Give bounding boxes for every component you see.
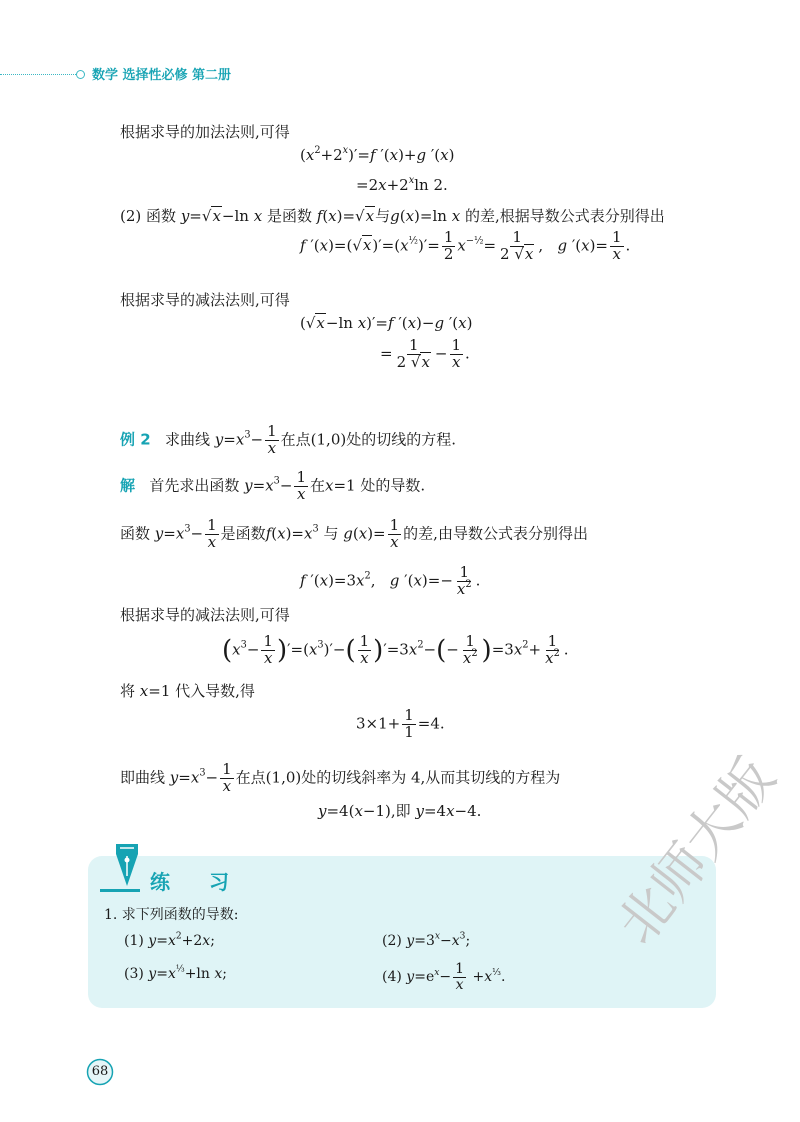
equation-sum-result: $=2x+2^x\ln$ 2. xyxy=(356,175,448,194)
equation-derivative-expansion: ($x^3-$ $\frac{1}{x}$ )$'=(x^3)'-$( $\frac{1}{x}$ )$'=3x^2-(-$ $\frac{1}{x^2}$ )$=3x^2+$ $\frac{1}{x^2}$ . xyxy=(222,632,569,667)
text-addition-rule: 根据求导的加法法则,可得 xyxy=(120,123,290,141)
text-subtraction-rule: 根据求导的减法法则,可得 xyxy=(120,291,290,309)
equation-slope-value: 3×1+ $\frac{1}{1}$ =4. xyxy=(356,706,445,741)
text-part-2-label: (2) 函数 xyxy=(120,207,177,225)
practice-question-1: 1. 求下列函数的导数: xyxy=(104,907,239,923)
text-substitute-a: 将 xyxy=(120,682,136,700)
example-2-label: 例 2 xyxy=(120,430,151,449)
text-function: 函数 xyxy=(120,524,151,543)
book-title: 数学 选择性必修 第二册 xyxy=(92,68,232,83)
text-difference-2: 的差,由导数公式表分别得出 xyxy=(403,524,588,543)
solution-text-b: 在 xyxy=(310,476,326,495)
practice-item-4: (4) $y=e^x-$ $\frac{1}{x}$ $+x^{\frac{1}{3}}$. xyxy=(382,961,506,993)
solution-intro: 解 首先求出函数 $y=x^3-$ $\frac{1}{x}$ 在x=1 处的导数. xyxy=(120,468,426,503)
equation-diff-derivative: (√x−ln x)′=f ′(x)−g ′(x) xyxy=(300,314,473,332)
text-subtraction-rule-2: 根据求导的减法法则,可得 xyxy=(120,606,290,624)
solution-text-c: 处的导数. xyxy=(360,476,426,495)
pen-nib-icon xyxy=(112,842,142,888)
practice-item-3: (3) $y=x^{\frac{1}{3}}+\ln$ x; xyxy=(124,964,227,982)
header-rule xyxy=(0,74,78,75)
equation-derivatives-cubic: f $'(x)=3x^2$, g ′(x)=− $\frac{1}{x^2}$ . xyxy=(300,563,481,598)
text-decompose-function: 函数 $y=x^3-$ $\frac{1}{x}$ 是函数$f(x)=x^3$ 与 g(x)= $\frac{1}{x}$ 的差,由导数公式表分别得出 xyxy=(120,516,588,551)
solution-text-a: 首先求出函数 xyxy=(149,476,240,495)
practice-item-2-label: (2) xyxy=(382,933,402,949)
text-slope-conclusion: 即曲线 $y=x^3-$ $\frac{1}{x}$ 在点(1,0)处的切线斜率为 4,从而其切线的方程为 xyxy=(120,760,561,795)
equation-diff-result: = $\frac{1}{2 √x}$ − $\frac{1}{x}$ . xyxy=(380,336,470,371)
practice-item-3-label: (3) xyxy=(124,966,144,982)
solution-label: 解 xyxy=(120,476,136,495)
practice-item-1: (1) $y=x^2+2x$; xyxy=(124,931,215,949)
text-substitute: 将 x=1 代入导数,得 xyxy=(120,682,255,700)
watermark: 北师大版 xyxy=(604,746,788,956)
practice-title: 练 习 xyxy=(150,870,245,894)
practice-item-1-label: (1) xyxy=(124,933,144,949)
text-slope-b: 在点(1,0)处的切线斜率为 4,从而其切线的方程为 xyxy=(235,768,561,787)
page-number: 68 xyxy=(91,1064,109,1079)
practice-item-2: (2) $y=3^x-x^3$; xyxy=(382,931,471,949)
text-difference: 的差,根据导数公式表分别得出 xyxy=(464,207,665,225)
text-tangent-mid: ,即 xyxy=(390,802,411,820)
header-dot xyxy=(76,70,85,79)
example-2-text-a: 求曲线 xyxy=(164,430,210,449)
text-substitute-b: 代入导数,得 xyxy=(175,682,255,700)
example-2: 例 2 求曲线 $y=x^3-$ $\frac{1}{x}$ 在点(1,0)处的切线的方程. xyxy=(120,422,456,457)
text-slope-a: 即曲线 xyxy=(120,768,166,787)
text-and: 与 xyxy=(375,207,391,225)
equation-sum-derivative: $(x^2+2^x)'=f$ ′(x)+g ′(x) xyxy=(300,145,455,164)
text-and-2: 与 xyxy=(323,524,339,543)
text-is-function: 是函数 xyxy=(266,207,312,225)
text-is-function-2: 是函数 xyxy=(220,524,266,543)
equation-derivatives-sqrt-ln: f $'(x)=(√x)'=(x^{\frac{1}{2}})'=$ $\frac{1}{2}$ $x^{-\frac{1}{2}}=$ $\frac{1}{2 √x}$ , g ′(x)= $\frac{1}{x}$ . xyxy=(300,228,631,263)
practice-item-4-label: (4) xyxy=(382,969,402,986)
example-2-text-b: 在点(1,0)处的切线的方程. xyxy=(280,430,456,449)
text-part-2: (2) 函数 y=√x−ln x 是函数 f(x)=√x与g(x)=ln x 的差,根据导数公式表分别得出 xyxy=(120,207,665,225)
practice-title-underline xyxy=(100,889,140,892)
equation-tangent-line: y=4(x−1),即 y=4x−4. xyxy=(318,802,482,820)
